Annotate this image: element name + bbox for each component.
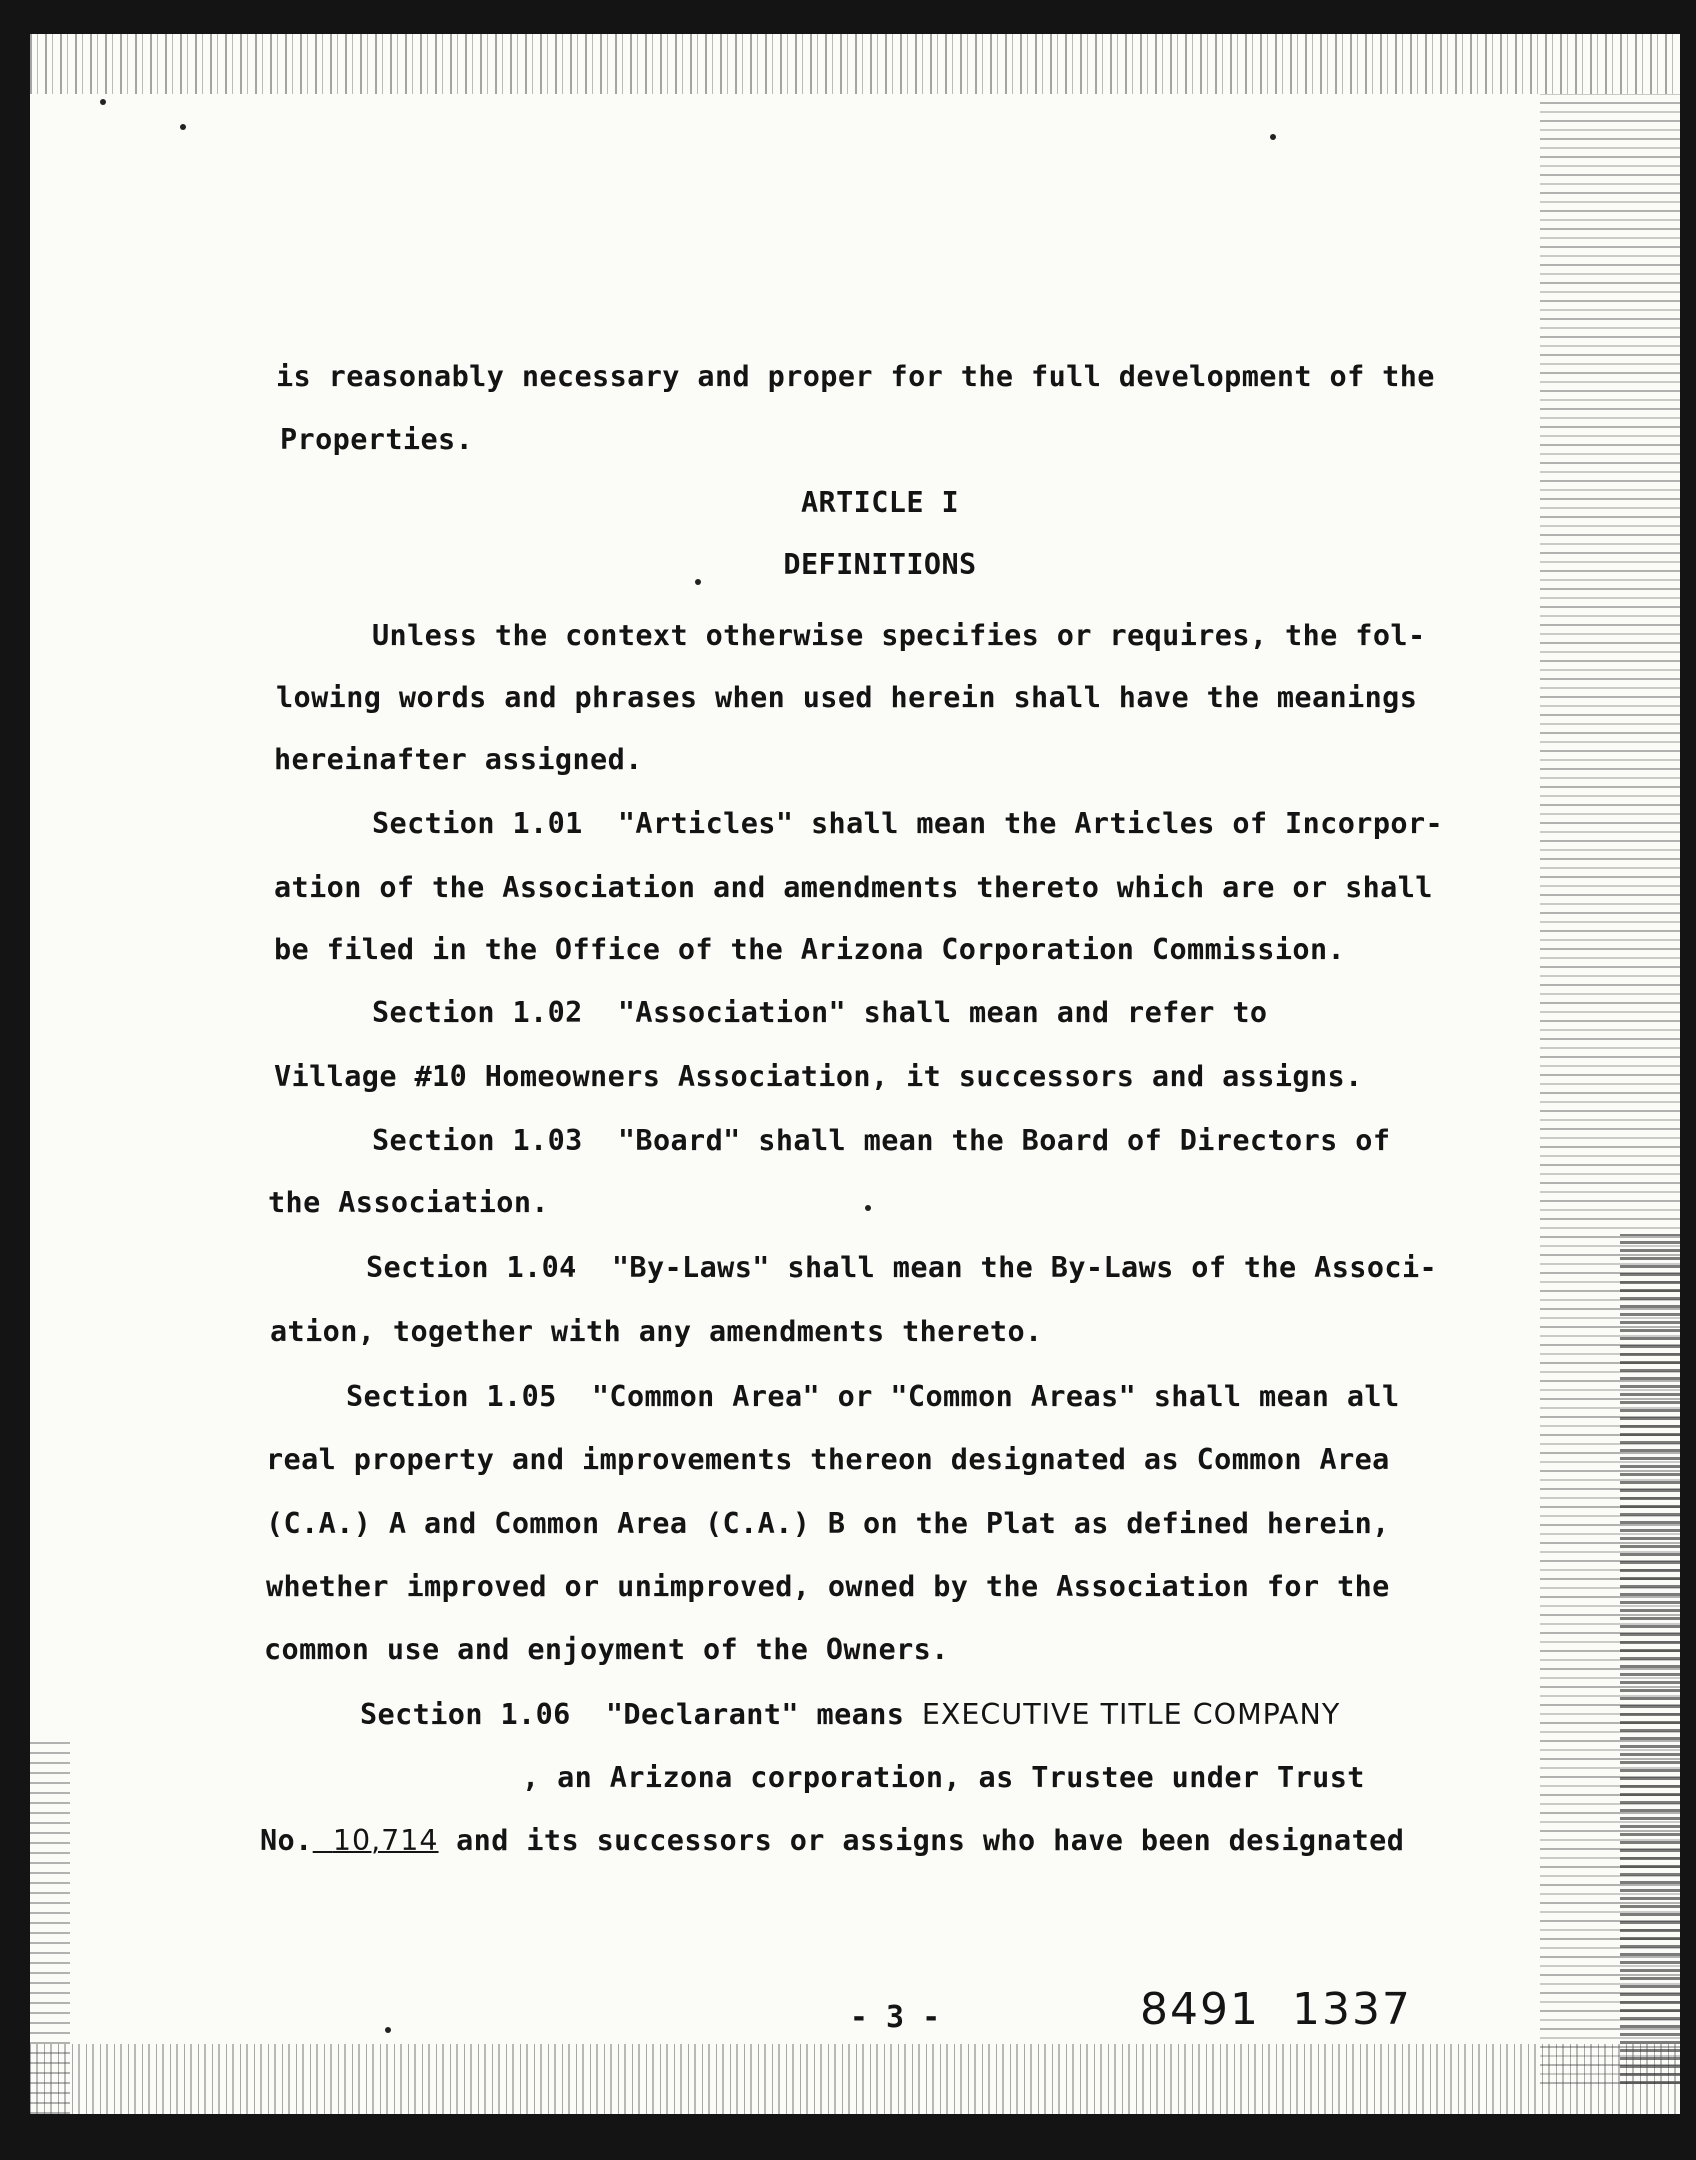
section-1-03 — [372, 1124, 1390, 1157]
text-line: the Association. — [268, 1186, 549, 1219]
text-line: lowing words and phrases when used herein shall have the meanings — [276, 681, 1418, 714]
section-text: "Articles" shall mean the Articles of Incorpor- — [617, 807, 1444, 840]
text-line: ation of the Association and amendments thereto which are or shall — [274, 871, 1433, 904]
scan-speck — [180, 124, 186, 130]
trust-line-text: and its successors or assigns who have been designated — [456, 1824, 1405, 1857]
section-label: Section 1.06 — [360, 1698, 571, 1731]
article-title: DEFINITIONS — [783, 548, 977, 581]
section-text: "Board" shall mean the Board of Directors of — [617, 1124, 1391, 1157]
section-1-06 — [360, 1698, 1340, 1731]
section-label: Section 1.01 — [372, 807, 583, 840]
text-line: is reasonably necessary and proper for the full development of the — [276, 360, 1435, 393]
scan-speck — [865, 1205, 871, 1211]
article-heading: ARTICLE I — [800, 486, 960, 519]
scan-noise-bottom — [30, 2044, 1680, 2114]
section-1-02 — [372, 996, 1268, 1029]
document-page — [30, 34, 1680, 2114]
section-label: Section 1.05 — [346, 1380, 557, 1413]
scan-speck — [1270, 134, 1276, 140]
text-line: hereinafter assigned. — [274, 743, 643, 776]
section-text: "Common Area" or "Common Areas" shall mean all — [591, 1380, 1400, 1413]
section-1-01 — [372, 807, 1443, 840]
recording-stamp: 8491 1337 — [1140, 1984, 1412, 2035]
section-1-05 — [346, 1380, 1400, 1413]
section-1-04 — [366, 1251, 1437, 1284]
text-line: ation, together with any amendments thereto. — [270, 1315, 1043, 1348]
text-line: whether improved or unimproved, owned by the Association for the — [266, 1570, 1390, 1603]
declarant-name: EXECUTIVE TITLE COMPANY — [921, 1698, 1341, 1731]
section-label: Section 1.03 — [372, 1124, 583, 1157]
text-line: Village #10 Homeowners Association, it successors and assigns. — [274, 1060, 1363, 1093]
section-text: "By-Laws" shall mean the By-Laws of the Associ- — [611, 1251, 1438, 1284]
text-line: (C.A.) A and Common Area (C.A.) B on the Plat as defined herein, — [266, 1507, 1390, 1540]
text-line: common use and enjoyment of the Owners. — [264, 1633, 949, 1666]
section-text: "Association" shall mean and refer to — [617, 996, 1268, 1029]
section-label: Section 1.02 — [372, 996, 583, 1029]
scan-noise-right-dark — [1620, 1234, 1680, 2084]
section-text: "Declarant" means — [605, 1698, 905, 1731]
trust-number: 10,714 — [332, 1824, 439, 1857]
scan-speck — [100, 99, 106, 105]
text-line: , an Arizona corporation, as Trustee under Trust — [522, 1761, 1365, 1794]
text-line: Properties. — [280, 423, 474, 456]
text-line: Unless the context otherwise specifies or requires, the fol- — [372, 619, 1426, 652]
text-line: real property and improvements thereon designated as Common Area — [266, 1443, 1390, 1476]
trust-line — [260, 1824, 1404, 1857]
text-line: be filed in the Office of the Arizona Corporation Commission. — [274, 933, 1346, 966]
section-label: Section 1.04 — [366, 1251, 577, 1284]
scan-noise-top — [30, 34, 1680, 94]
page-number: - 3 - — [849, 2000, 941, 2035]
trust-prefix: No. — [260, 1824, 313, 1857]
